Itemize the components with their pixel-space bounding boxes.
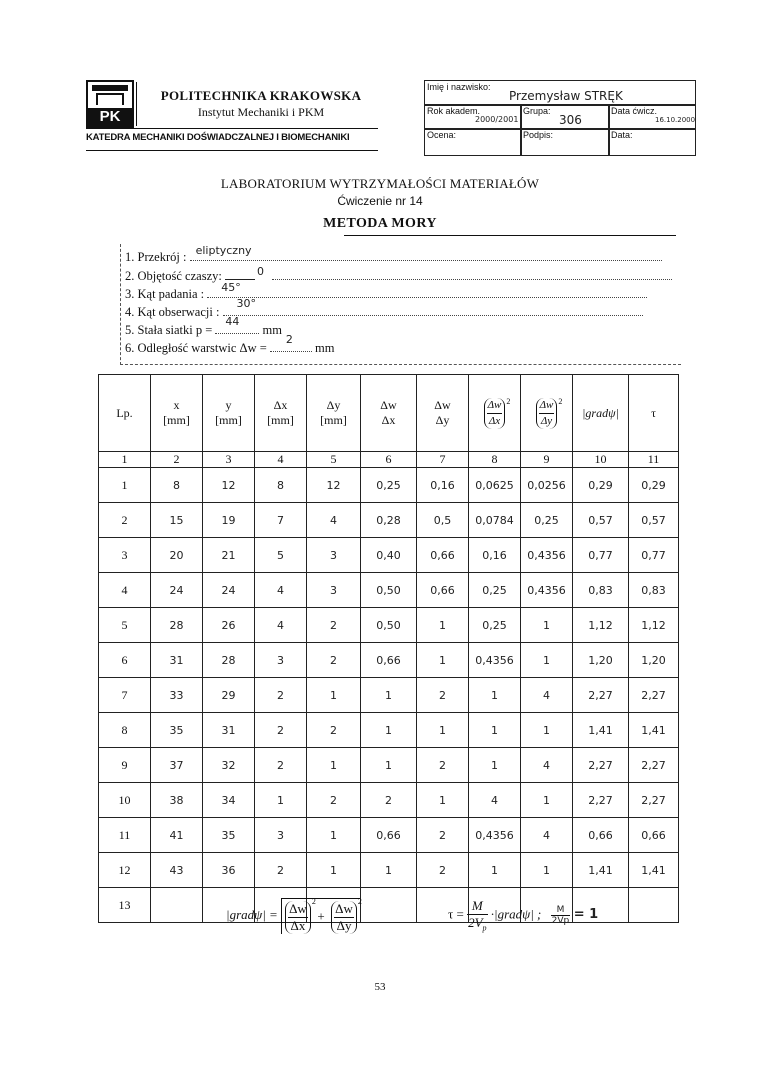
table-cell: 2 xyxy=(307,643,361,678)
table-row xyxy=(99,643,679,678)
table-cell: 1 xyxy=(521,643,573,678)
bowl-volume-value: 0 xyxy=(256,265,264,278)
table-cell: 0,25 xyxy=(469,573,521,608)
row-number-cell: 4 xyxy=(99,573,151,608)
table-cell: 15 xyxy=(151,503,203,538)
table-cell: 3 xyxy=(255,818,307,853)
row-number-cell: 8 xyxy=(99,713,151,748)
table-cell: 3 xyxy=(255,643,307,678)
table-cell: 1,20 xyxy=(573,643,629,678)
table-cell: 2 xyxy=(417,853,469,888)
table-cell: 29 xyxy=(203,678,255,713)
table-cell: 28 xyxy=(203,643,255,678)
name-cell xyxy=(424,80,696,106)
table-cell: 0,77 xyxy=(629,538,679,573)
grade-cell xyxy=(424,128,522,156)
signature-label: Podpis: xyxy=(523,130,554,140)
university-logo xyxy=(86,80,134,128)
table-cell xyxy=(151,888,203,923)
table-cell: 2 xyxy=(417,818,469,853)
table-row xyxy=(99,538,679,573)
institution-header xyxy=(86,80,378,154)
col-dy: Δy [mm] xyxy=(307,375,361,452)
table-cell: 2 xyxy=(361,783,417,818)
table-cell: 0,0256 xyxy=(521,468,573,503)
table-cell: 4 xyxy=(307,503,361,538)
signature-cell xyxy=(520,128,610,156)
table-cell: 4 xyxy=(521,678,573,713)
exercise-number: Ćwiczenie nr 14 xyxy=(337,194,423,208)
group-value: 306 xyxy=(559,113,582,127)
method-title: METODA MORY xyxy=(323,216,437,231)
table-cell: 0,25 xyxy=(361,468,417,503)
table-cell: 2 xyxy=(417,678,469,713)
logo-text: PK xyxy=(88,108,132,126)
university-name: POLITECHNIKA KRAKOWSKA xyxy=(160,88,362,103)
table-cell: 1,12 xyxy=(573,608,629,643)
table-cell: 12 xyxy=(203,468,255,503)
table-cell: 0,29 xyxy=(573,468,629,503)
table-cell: 3 xyxy=(307,573,361,608)
param-observation-angle: 4. Kąt obserwacji : 30° xyxy=(125,303,643,320)
header-row xyxy=(99,375,679,452)
table-cell: 2,27 xyxy=(573,678,629,713)
table-cell: 0,77 xyxy=(573,538,629,573)
table-cell: 0,66 xyxy=(361,818,417,853)
table-cell: 37 xyxy=(151,748,203,783)
table-cell: 1 xyxy=(417,608,469,643)
table-cell: 1,12 xyxy=(629,608,679,643)
col-grad: |gradψ| xyxy=(573,375,629,452)
table-cell: 2,27 xyxy=(629,783,679,818)
table-cell: 0,66 xyxy=(361,643,417,678)
column-number: 4 xyxy=(255,452,307,468)
row-number-cell: 2 xyxy=(99,503,151,538)
column-number: 2 xyxy=(151,452,203,468)
table-cell: 2,27 xyxy=(629,678,679,713)
column-number: 11 xyxy=(629,452,679,468)
column-number: 6 xyxy=(361,452,417,468)
gradient-formula: |gradψ| = $\frac{\Delta w}{\Delta x}$ 2 + $\frac{\Delta w}{\Delta y}$ 2 xyxy=(226,897,362,933)
table-cell: 1 xyxy=(361,748,417,783)
group-cell xyxy=(520,104,610,130)
table-cell: 31 xyxy=(151,643,203,678)
table-cell: 0,4356 xyxy=(469,818,521,853)
column-number: 10 xyxy=(573,452,629,468)
table-cell: 1 xyxy=(521,713,573,748)
table-cell: 0,0784 xyxy=(469,503,521,538)
col-dx: Δx [mm] xyxy=(255,375,307,452)
table-cell: 7 xyxy=(255,503,307,538)
table-cell: 0,66 xyxy=(417,538,469,573)
col-tau: τ xyxy=(629,375,679,452)
table-cell: 1 xyxy=(469,678,521,713)
column-number: 8 xyxy=(469,452,521,468)
table-cell: 0,16 xyxy=(469,538,521,573)
table-row xyxy=(99,748,679,783)
row-number-cell: 5 xyxy=(99,608,151,643)
table-cell: 0,4356 xyxy=(469,643,521,678)
table-cell: 0,66 xyxy=(573,818,629,853)
column-number: 3 xyxy=(203,452,255,468)
table-cell: 0,66 xyxy=(417,573,469,608)
row-number-cell: 11 xyxy=(99,818,151,853)
table-cell: 2,27 xyxy=(573,783,629,818)
table-cell: 1 xyxy=(521,783,573,818)
table-row xyxy=(99,468,679,503)
table-cell: 1 xyxy=(417,783,469,818)
column-number-row xyxy=(99,452,679,468)
table-cell: 0,28 xyxy=(361,503,417,538)
table-row xyxy=(99,713,679,748)
table-cell: 0,40 xyxy=(361,538,417,573)
row-number-cell: 1 xyxy=(99,468,151,503)
group-label: Grupa: xyxy=(523,106,551,116)
table-cell: 1,41 xyxy=(573,853,629,888)
observation-angle-value: 30° xyxy=(236,297,257,310)
table-cell: 0,4356 xyxy=(521,573,573,608)
param-cross-section: 1. Przekrój : eliptyczny xyxy=(125,248,662,265)
year-cell xyxy=(424,104,522,130)
column-number: 9 xyxy=(521,452,573,468)
table-cell: 34 xyxy=(203,783,255,818)
table-cell: 1 xyxy=(417,643,469,678)
table-cell: 24 xyxy=(151,573,203,608)
table-cell: 1 xyxy=(521,608,573,643)
col-dwdy-squared: $\frac{\Delta w}{\Delta y}$ 2 xyxy=(521,375,573,452)
table-cell: 0,29 xyxy=(629,468,679,503)
table-cell: 1 xyxy=(469,713,521,748)
table-cell: 4 xyxy=(255,573,307,608)
row-number-cell: 7 xyxy=(99,678,151,713)
table-cell: 0,50 xyxy=(361,573,417,608)
tau-formula: τ = $\frac{M}{2V_p}$ ·|gradψ| ; $\frac{M}{2Vp}$ = 1 xyxy=(448,898,599,933)
row-number-cell: 10 xyxy=(99,783,151,818)
table-cell: 0,57 xyxy=(573,503,629,538)
table-cell: 26 xyxy=(203,608,255,643)
table-row xyxy=(99,573,679,608)
table-cell: 2 xyxy=(255,853,307,888)
table-cell: 4 xyxy=(521,818,573,853)
table-cell xyxy=(629,888,679,923)
table-cell: 2 xyxy=(307,608,361,643)
table-cell: 1 xyxy=(361,678,417,713)
table-cell: 1 xyxy=(361,713,417,748)
table-cell: 1,20 xyxy=(629,643,679,678)
table-cell: 41 xyxy=(151,818,203,853)
lab-title: LABORATORIUM WYTRZYMAŁOŚCI MATERIAŁÓW xyxy=(220,176,540,191)
table-cell: 3 xyxy=(307,538,361,573)
table-cell: 35 xyxy=(203,818,255,853)
exercise-date-label: Data ćwicz. xyxy=(611,106,658,116)
table-cell: 2 xyxy=(307,783,361,818)
table-cell: 1 xyxy=(469,748,521,783)
table-cell: 4 xyxy=(521,748,573,783)
table-cell: 4 xyxy=(255,608,307,643)
table-cell: 1 xyxy=(307,678,361,713)
param-bowl-volume: 2. Objętość czaszy: 0 xyxy=(125,267,672,284)
col-dwdy: Δw Δy xyxy=(417,375,469,452)
handwritten-ratio: $\frac{M}{2Vp}$ = 1 xyxy=(551,904,599,926)
institute-name: Instytut Mechaniki i PKM xyxy=(197,105,325,119)
table-cell: 0,5 xyxy=(417,503,469,538)
table-cell: 1 xyxy=(521,853,573,888)
table-cell: 38 xyxy=(151,783,203,818)
date-cell xyxy=(608,128,696,156)
table-cell: 1,41 xyxy=(629,853,679,888)
table-cell: 43 xyxy=(151,853,203,888)
name-value: Przemysław STRĘK xyxy=(509,89,623,103)
table-cell: 1 xyxy=(255,783,307,818)
table-cell: 0,83 xyxy=(629,573,679,608)
year-value: 2000/2001 xyxy=(475,115,519,124)
student-info-box xyxy=(424,80,696,156)
row-number-cell: 3 xyxy=(99,538,151,573)
table-cell: 33 xyxy=(151,678,203,713)
parameters-block xyxy=(120,244,681,365)
table-cell: 0,83 xyxy=(573,573,629,608)
table-cell: 0,50 xyxy=(361,608,417,643)
column-number: 1 xyxy=(99,452,151,468)
col-x: x [mm] xyxy=(151,375,203,452)
table-cell: 31 xyxy=(203,713,255,748)
table-cell: 21 xyxy=(203,538,255,573)
title-divider xyxy=(344,235,676,236)
table-cell: 2,27 xyxy=(629,748,679,783)
table-cell: 0,25 xyxy=(521,503,573,538)
year-label: Rok akadem. xyxy=(427,106,481,116)
table-cell: 20 xyxy=(151,538,203,573)
table-row xyxy=(99,503,679,538)
table-cell: 2,27 xyxy=(573,748,629,783)
col-dwdx: Δw Δx xyxy=(361,375,417,452)
col-lp: Lp. xyxy=(99,375,151,452)
table-cell: 2 xyxy=(255,748,307,783)
row-number-cell: 6 xyxy=(99,643,151,678)
name-label: Imię i nazwisko: xyxy=(427,82,491,92)
table-cell: 1 xyxy=(469,853,521,888)
table-row xyxy=(99,853,679,888)
table-cell: 2 xyxy=(307,713,361,748)
table-cell: 0,0625 xyxy=(469,468,521,503)
table-row xyxy=(99,678,679,713)
column-number: 7 xyxy=(417,452,469,468)
table-cell: 1,41 xyxy=(629,713,679,748)
grade-label: Ocena: xyxy=(427,130,457,140)
table-row xyxy=(99,783,679,818)
measurement-table xyxy=(98,374,679,926)
row-number-cell: 13 xyxy=(99,888,151,923)
table-cell: 1 xyxy=(307,818,361,853)
table-cell: 24 xyxy=(203,573,255,608)
table-cell: 4 xyxy=(469,783,521,818)
exercise-date-value: 16.10.2000 xyxy=(655,116,696,124)
table-cell: 1 xyxy=(417,713,469,748)
cross-section-value: eliptyczny xyxy=(195,244,252,257)
table-cell: 12 xyxy=(307,468,361,503)
exercise-date-cell xyxy=(608,104,696,130)
table-cell: 19 xyxy=(203,503,255,538)
col-y: y [mm] xyxy=(203,375,255,452)
table-cell: 2 xyxy=(255,678,307,713)
table-cell xyxy=(361,888,417,923)
column-number: 5 xyxy=(307,452,361,468)
table-cell: 0,4356 xyxy=(521,538,573,573)
table-cell: 36 xyxy=(203,853,255,888)
table-cell: 8 xyxy=(151,468,203,503)
table-cell: 1,41 xyxy=(573,713,629,748)
row-number-cell: 12 xyxy=(99,853,151,888)
table-row xyxy=(99,608,679,643)
table-cell: 0,66 xyxy=(629,818,679,853)
row-number-cell: 9 xyxy=(99,748,151,783)
page-number: 53 xyxy=(374,981,386,993)
table-cell: 8 xyxy=(255,468,307,503)
table-cell: 35 xyxy=(151,713,203,748)
date-label: Data: xyxy=(611,130,633,140)
table-cell: 0,16 xyxy=(417,468,469,503)
table-cell: 0,25 xyxy=(469,608,521,643)
param-contour-distance: 6. Odległość warstwic Δw = 2 mm xyxy=(125,333,335,355)
grid-constant-value: 44 xyxy=(225,315,240,328)
table-cell: 2 xyxy=(255,713,307,748)
param-grid-constant: 5. Stała siatki p = 44 mm xyxy=(125,315,282,337)
param-incidence-angle: 3. Kąt padania : 45° xyxy=(125,285,647,302)
table-cell: 32 xyxy=(203,748,255,783)
table-cell: 28 xyxy=(151,608,203,643)
table-row xyxy=(99,818,679,853)
col-dwdx-squared: $\frac{\Delta w}{\Delta x}$ 2 xyxy=(469,375,521,452)
department-name: KATEDRA MECHANIKI DOŚWIADCZALNEJ I BIOMECHANIKI xyxy=(86,132,350,143)
table-cell: 1 xyxy=(361,853,417,888)
table-cell: 5 xyxy=(255,538,307,573)
incidence-angle-value: 45° xyxy=(221,281,241,294)
table-cell: 0,57 xyxy=(629,503,679,538)
table-cell: 1 xyxy=(307,748,361,783)
contour-distance-value: 2 xyxy=(285,333,293,346)
table-cell: 2 xyxy=(417,748,469,783)
table-cell: 1 xyxy=(307,853,361,888)
